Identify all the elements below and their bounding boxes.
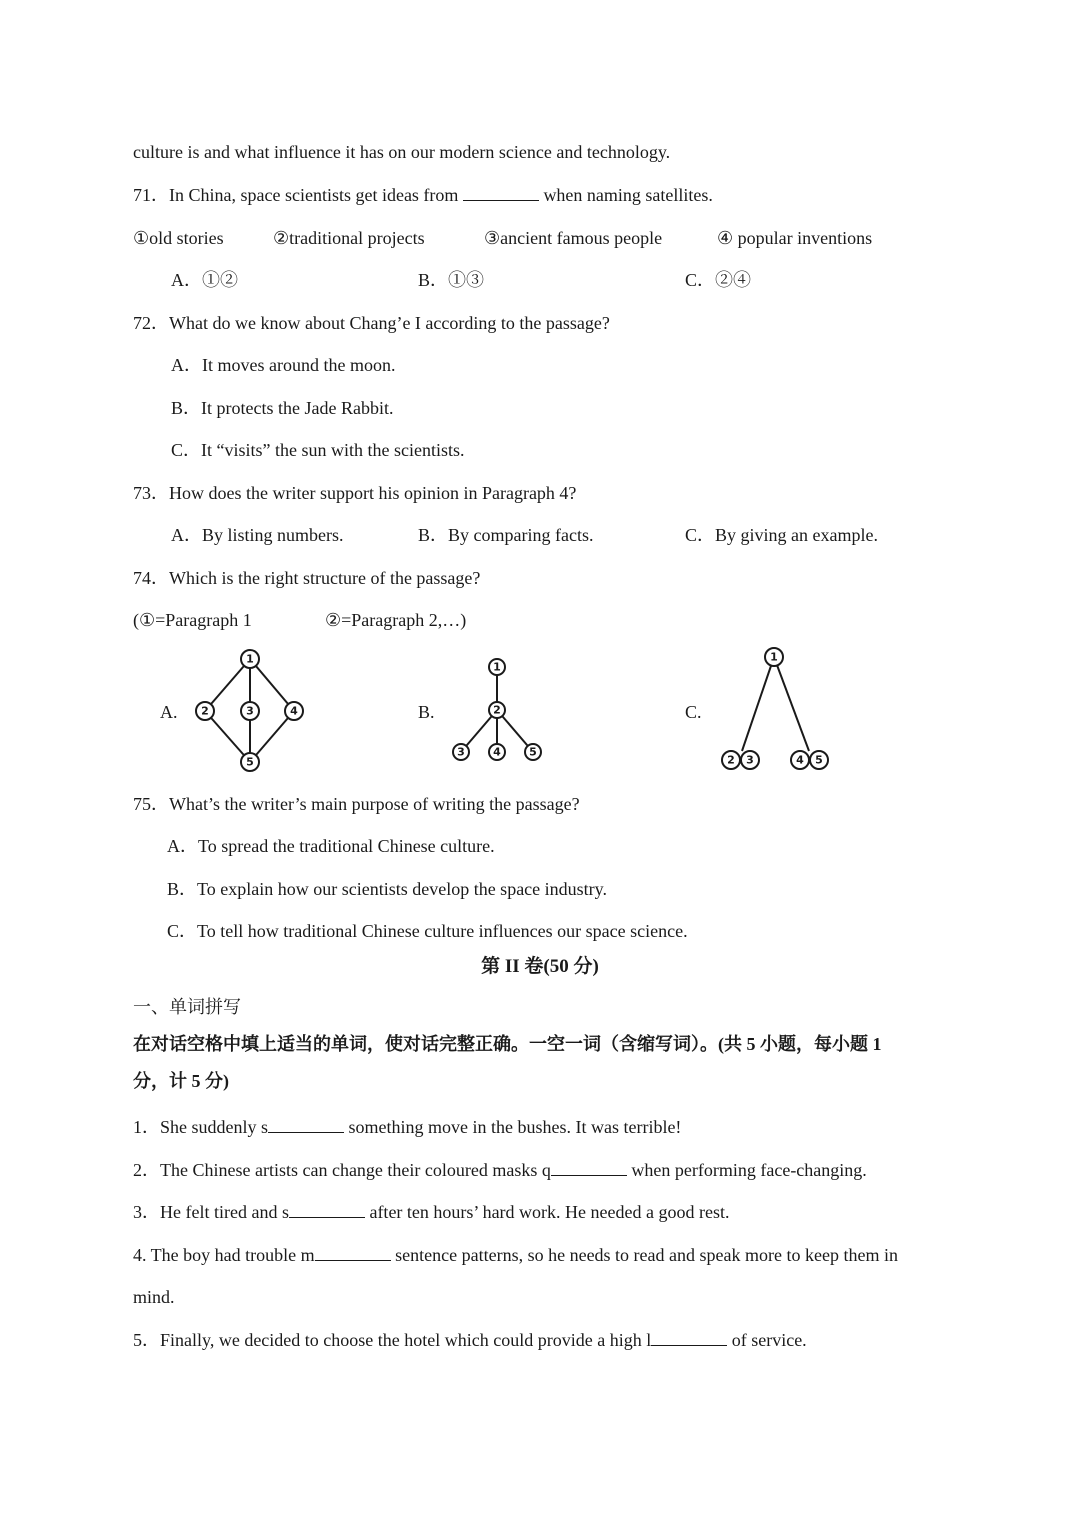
passage-last-line: culture is and what influence it has on our modern science and technology. [133, 142, 671, 162]
spelling-5-blank [651, 1329, 727, 1346]
diagram-b-node-2: 2 [493, 703, 501, 717]
spelling-5-before: 5．Finally, we decided to choose the hotel which could provide a high l [133, 1330, 652, 1350]
q75-option-c: C．To tell how traditional Chinese culture influences our space science. [167, 921, 688, 941]
diagram-b-node-1: 1 [493, 660, 501, 674]
q72-option-b: B．It protects the Jade Rabbit. [171, 398, 394, 418]
diagram-c-node-5: 5 [815, 753, 823, 767]
diagram-c-node-4: 4 [796, 753, 804, 767]
q74-option-c-label: C. [685, 702, 702, 722]
spelling-4-after: sentence patterns, so he needs to read and speak more to keep them in [390, 1245, 898, 1265]
q71-item-1: ①old stories [133, 228, 224, 248]
q71-option-c: C．②④ [685, 270, 752, 290]
spelling-1-before: 1．She suddenly s [133, 1117, 268, 1137]
question-75-stem: 75．What’s the writer’s main purpose of writing the passage? [133, 794, 580, 814]
q71-stem-after: when naming satellites. [538, 185, 713, 205]
spelling-item-5 [133, 1328, 807, 1352]
diagram-b-node-5: 5 [529, 745, 537, 759]
question-74-stem: 74．Which is the right structure of the passage? [133, 568, 481, 588]
diagram-a-node-4: 4 [290, 704, 298, 718]
structure-diagram-a [190, 645, 310, 775]
spelling-item-4 [133, 1243, 898, 1267]
diagram-b-node-4: 4 [493, 745, 501, 759]
spelling-2-blank [551, 1159, 627, 1176]
diagram-a-node-3: 3 [246, 704, 254, 718]
spelling-item-1 [133, 1115, 681, 1139]
q71-option-a: A．①② [171, 270, 238, 290]
q72-option-c: C．It “visits” the sun with the scientists. [171, 440, 465, 460]
part-1-heading: 一、单词拼写 [133, 997, 241, 1017]
q71-item-4: ④ popular inventions [717, 228, 873, 248]
spelling-3-blank [289, 1201, 365, 1218]
q73-option-a: A．By listing numbers. [171, 525, 344, 545]
q74-note-paragraph-1: (①=Paragraph 1 [133, 610, 252, 630]
spelling-item-3 [133, 1200, 729, 1224]
question-72-stem: 72．What do we know about Chang’e I according to the passage? [133, 313, 610, 333]
q73-option-c: C．By giving an example. [685, 525, 878, 545]
q74-note-paragraph-2: ②=Paragraph 2,…) [325, 610, 467, 630]
diagram-a-node-1: 1 [246, 652, 254, 666]
spelling-1-after: something move in the bushes. It was terrible! [344, 1117, 682, 1137]
spelling-3-after: after ten hours’ hard work. He needed a good rest. [364, 1202, 730, 1222]
spelling-2-before: 2．The Chinese artists can change their coloured masks q [133, 1160, 551, 1180]
q74-option-b-label: B. [418, 702, 435, 722]
diagram-c-node-1: 1 [770, 650, 778, 664]
spelling-4-before: 4. The boy had trouble m [133, 1245, 315, 1265]
section-title: 第 II 卷(50 分) [481, 956, 599, 977]
diagram-a-node-2: 2 [201, 704, 209, 718]
diagram-c-node-2: 2 [727, 753, 735, 767]
q71-blank [463, 184, 539, 201]
spelling-4-blank [315, 1244, 391, 1261]
question-71-stem [133, 183, 713, 207]
spelling-5-after: of service. [727, 1330, 807, 1350]
q71-item-3: ③ancient famous people [484, 228, 663, 248]
part-1-instruction-line-2: 分，计 5 分) [133, 1071, 229, 1091]
question-73-stem: 73．How does the writer support his opinion in Paragraph 4? [133, 483, 577, 503]
spelling-3-before: 3．He felt tired and s [133, 1202, 289, 1222]
q72-option-a: A．It moves around the moon. [171, 355, 396, 375]
spelling-item-2 [133, 1158, 867, 1182]
part-1-instruction-line-1: 在对话空格中填上适当的单词，使对话完整正确。一空一词（含缩写词）。(共 5 小题，每小题 1 [133, 1034, 882, 1054]
diagram-c-node-3: 3 [746, 753, 754, 767]
q75-option-b: B．To explain how our scientists develop the space industry. [167, 879, 607, 899]
spelling-1-blank [268, 1116, 344, 1133]
q74-option-a-label: A. [160, 702, 178, 722]
diagram-a-node-5: 5 [246, 755, 254, 769]
diagram-b-node-3: 3 [457, 745, 465, 759]
spelling-item-4-continuation: mind. [133, 1287, 175, 1307]
structure-diagram-c [715, 645, 840, 775]
q73-option-b: B．By comparing facts. [418, 525, 594, 545]
q75-option-a: A．To spread the traditional Chinese culture. [167, 836, 495, 856]
q71-option-b: B．①③ [418, 270, 485, 290]
spelling-2-after: when performing face-changing. [626, 1160, 867, 1180]
structure-diagram-b [445, 650, 555, 765]
q71-stem-before: 71．In China, space scientists get ideas from [133, 185, 463, 205]
q71-item-2: ②traditional projects [273, 228, 425, 248]
